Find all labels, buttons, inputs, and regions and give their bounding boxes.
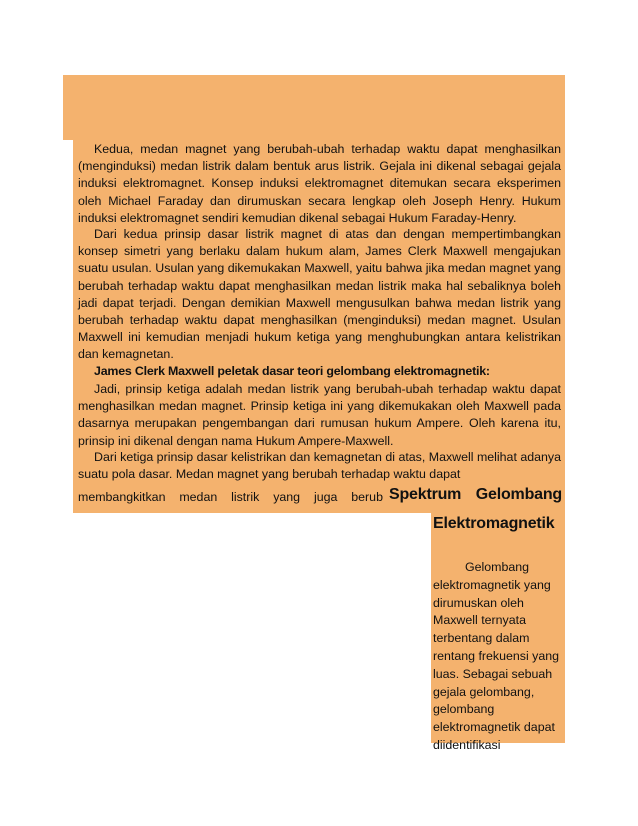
word: berub (351, 490, 383, 504)
word: juga (313, 490, 338, 504)
side-title-line1 (389, 486, 562, 504)
side-paragraph-text: Gelombang elektromagnetik yang dirumuskan oleh Maxwell ternyata terbentang dalam rentang frekuensi yang luas. Sebagai sebuah gejala gelombang, gelombang elektromagnetik dapat diidentifikasi (433, 560, 560, 752)
title-word: Gelombang (475, 486, 562, 503)
word: medan (179, 490, 218, 504)
paragraph-faraday-henry (78, 141, 561, 227)
paragraph-pola-dasar (78, 449, 561, 483)
section-heading (78, 363, 561, 380)
highlight-block-top (63, 75, 565, 140)
paragraph-text: Jadi, prinsip ketiga adalah medan listrik yang berubah-ubah terhadap waktu dapat menghasilkan medan magnet. Prinsip ketiga ini yang dikemukakan oleh Maxwell pada dasarnya merupakan pengembangan dari rumusan hukum Ampere. Oleh karena itu, prinsip ini dikenal dengan nama Hukum Ampere-Maxwell. (78, 382, 561, 448)
word: yang (273, 490, 301, 504)
paragraph-text: Dari ketiga prinsip dasar kelistrikan dan kemagnetan di atas, Maxwell melihat adanya suatu pola dasar. Medan magnet yang berubah terhadap waktu dapat (78, 450, 561, 482)
paragraph-ampere-maxwell (78, 381, 561, 450)
paragraph-pola-dasar-last-line (78, 489, 383, 506)
paragraph-maxwell-proposal (78, 226, 561, 364)
paragraph-text: Dari kedua prinsip dasar listrik magnet di atas dan dengan mempertimbangkan konsep simetri yang berlaku dalam hukum alam, James Clerk Maxwell mengajukan suatu usulan. Usulan yang dikemukakan Maxwell, yaitu bahwa jika medan magnet yang berubah terhadap waktu dapat menghasilkan medan listrik maka hal sebaliknya boleh jadi dapat terjadi. Dengan demikian Maxwell mengusulkan bahwa medan listrik yang berubah terhadap waktu dapat menghasilkan (menginduksi) medan magnet. Usulan Maxwell ini kemudian menjadi hukum ketiga yang menghubungkan antara kelistrikan dan kemagnetan. (78, 227, 561, 362)
word: listrik (231, 490, 260, 504)
side-title-line2: Elektromagnetik (433, 515, 555, 532)
heading-text: James Clerk Maxwell peletak dasar teori gelombang elektromagnetik: (94, 364, 490, 378)
title-word: Spektrum (389, 486, 462, 503)
paragraph-text: Kedua, medan magnet yang berubah-ubah terhadap waktu dapat menghasilkan (menginduksi) medan listrik dalam bentuk arus listrik. Gejala ini dikenal sebagai gejala induksi elektromagnet. Konsep induksi elektromagnet ditemukan secara eksperimen oleh Michael Faraday dan dirumuskan secara lengkap oleh Joseph Henry. Hukum induksi elektromagnet sendiri kemudian dikenal sebagai Hukum Faraday-Henry. (78, 142, 561, 225)
word: membangkitkan (78, 490, 166, 504)
side-paragraph (433, 559, 563, 755)
